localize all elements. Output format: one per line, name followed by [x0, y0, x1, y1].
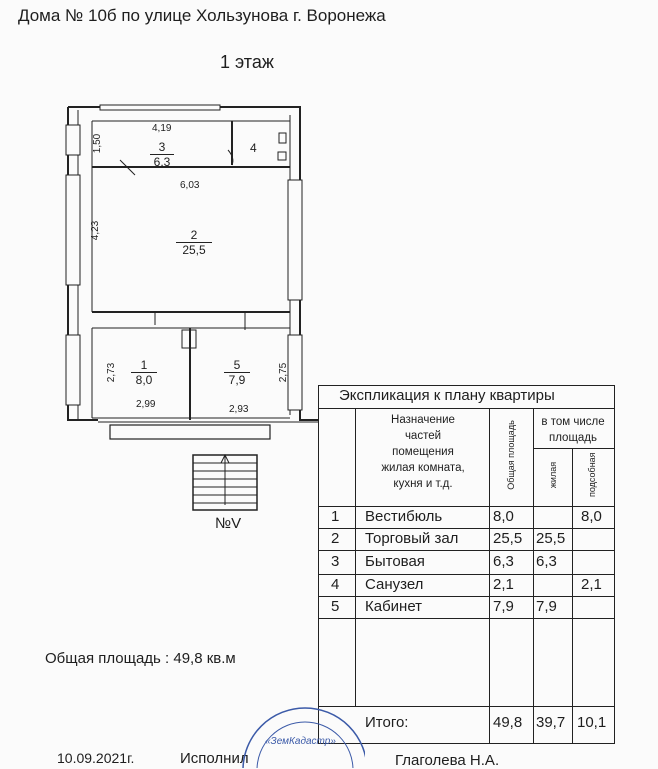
col-header-incl: в том числе площадь — [541, 416, 605, 444]
toilet-fixture — [279, 133, 286, 143]
dim-label: 2,99 — [136, 399, 156, 410]
signature-name: Глаголева Н.А. — [395, 752, 500, 769]
col-header-living: жилая — [548, 461, 558, 489]
table-title: Экспликация к плану квартиры — [339, 387, 555, 404]
window-mark — [66, 125, 80, 155]
room-5-label: 5 7,9 — [224, 358, 250, 387]
dim-label: 2,93 — [229, 404, 249, 415]
svg-text:«ЗемКадастр»: «ЗемКадастр» — [265, 736, 336, 747]
window-mark — [66, 175, 80, 285]
col-header-total: Общая площадь — [506, 420, 516, 490]
room-3-label: 3 6,3 — [150, 140, 174, 169]
stamp — [215, 690, 365, 768]
dim-label: 4,19 — [152, 123, 172, 134]
col-header-purpose: Назначение частей помещения жилая комната, кухня и т.д. — [381, 414, 465, 490]
dim-label: 4,23 — [90, 220, 102, 241]
room-4-label: 4 — [250, 141, 257, 155]
porch — [110, 425, 270, 439]
window-mark — [100, 105, 220, 110]
window-mark — [288, 335, 302, 410]
explication-table: Экспликация к плану квартиры Назначение частей помещения жилая комната, кухня и т.д. Общая площадь в том числе площадь жилая подсобная 1 Вестибюль 8,0 8,0 2 Торговый зал 25,5 25,5 3 Бытовая 6,3 6,3 4 Санузел 2,1 2,1 5 Кабинет 7,9 7,9 Итого: 49,8 39,7 10,1 — [318, 385, 615, 744]
floor-label: 1 этаж — [220, 52, 274, 72]
col-header-aux: подсобная — [587, 452, 597, 497]
room-2-label: 2 25,5 — [176, 228, 212, 257]
dim-label: 2,73 — [106, 362, 118, 383]
stair-label: №V — [215, 515, 242, 532]
window-mark — [288, 180, 302, 300]
total-area: Общая площадь : 49,8 кв.м — [45, 650, 236, 667]
dim-label: 6,03 — [180, 180, 200, 191]
date: 10.09.2021г. — [57, 750, 135, 766]
performer-label: Исполнил — [180, 750, 249, 767]
document-title: Дома № 10б по улице Хользунова г. Воронежа — [18, 6, 386, 25]
room-1-label: 1 8,0 — [131, 358, 157, 387]
sink-fixture — [278, 152, 286, 160]
dim-label: 2,75 — [278, 362, 290, 383]
window-mark — [66, 335, 80, 405]
dim-label: 1,50 — [92, 133, 104, 154]
